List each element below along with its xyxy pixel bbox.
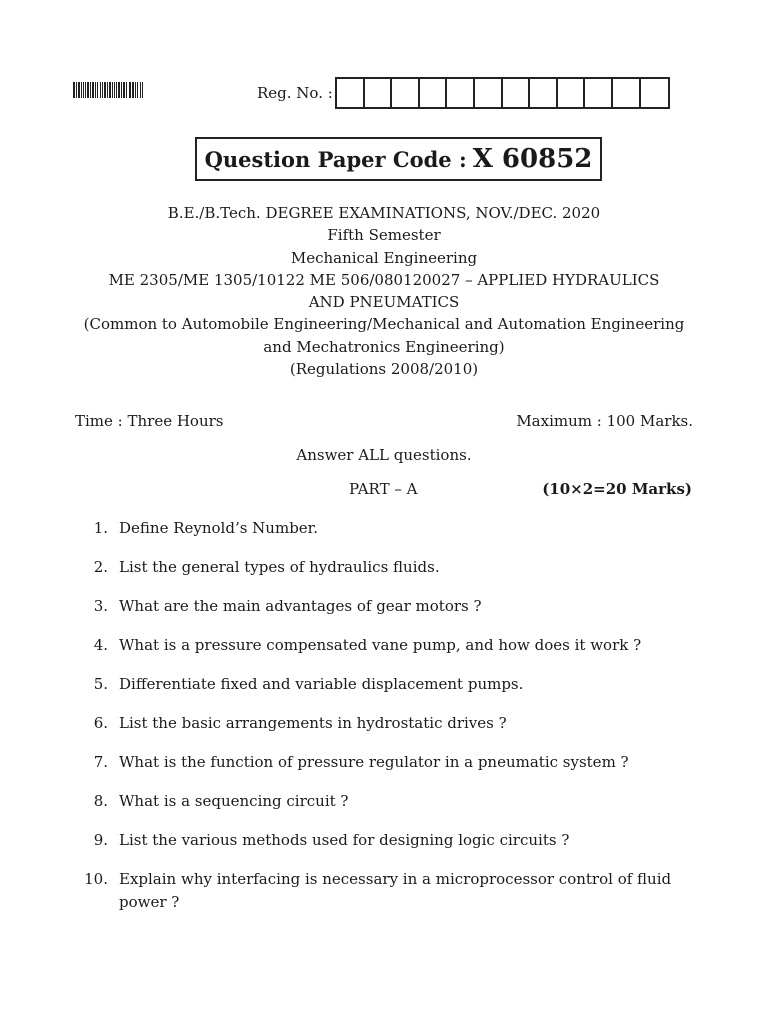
reg-no-boxes[interactable] — [335, 77, 670, 109]
question-number: 6. — [93, 714, 108, 732]
course-name-line: AND PNEUMATICS — [308, 293, 460, 312]
question-paper-code-value: X 60852 — [472, 144, 593, 174]
reg-no-digit-box[interactable] — [365, 79, 393, 107]
question-number: 10. — [84, 870, 108, 888]
question-number: 4. — [93, 636, 108, 654]
part-a-title: PART – A — [349, 480, 418, 498]
question-item — [75, 712, 675, 735]
question-paper-code-box — [195, 137, 602, 181]
barcode-image — [73, 82, 187, 98]
question-item — [75, 868, 675, 914]
reg-no-digit-box[interactable] — [585, 79, 613, 107]
question-number: 2. — [93, 558, 108, 576]
question-item — [75, 751, 675, 774]
question-text: What is a sequencing circuit ? — [119, 792, 349, 810]
part-a-marks: (10×2=20 Marks) — [542, 480, 692, 498]
question-text: What is the function of pressure regulator in a pneumatic system ? — [119, 753, 629, 771]
reg-no-digit-box[interactable] — [392, 79, 420, 107]
reg-no-digit-box[interactable] — [530, 79, 558, 107]
exam-title-block — [60, 202, 708, 380]
question-item — [75, 673, 675, 696]
question-text: What is a pressure compensated vane pump, and how does it work ? — [119, 636, 642, 654]
question-text: Differentiate fixed and variable displacement pumps. — [119, 675, 524, 693]
common-to-line: (Common to Automobile Engineering/Mechanical and Automation Engineering — [83, 315, 685, 334]
question-number: 8. — [93, 792, 108, 810]
question-number: 1. — [93, 519, 108, 537]
question-number: 3. — [93, 597, 108, 615]
question-paper-code-label: Question Paper Code : — [204, 146, 467, 172]
time-marks-row — [75, 412, 693, 430]
question-text: List the basic arrangements in hydrostatic drives ? — [119, 714, 507, 732]
question-text: List the general types of hydraulics fluids. — [119, 558, 440, 576]
question-text: Explain why interfacing is necessary in a microprocessor control of fluid power ? — [119, 870, 672, 911]
time-label: Time : Three Hours — [75, 412, 224, 430]
question-list — [75, 517, 675, 930]
question-item — [75, 517, 675, 540]
reg-no-digit-box[interactable] — [641, 79, 669, 107]
reg-no-digit-box[interactable] — [420, 79, 448, 107]
instruction-text: Answer ALL questions. — [296, 446, 472, 464]
question-item — [75, 790, 675, 813]
reg-no-digit-box[interactable] — [613, 79, 641, 107]
question-text: What are the main advantages of gear motors ? — [119, 597, 482, 615]
reg-no-digit-box[interactable] — [475, 79, 503, 107]
question-item — [75, 556, 675, 579]
course-code-line: ME 2305/ME 1305/10122 ME 506/080120027 – APPLIED HYDRAULICS — [108, 270, 660, 289]
max-marks-label: Maximum : 100 Marks. — [516, 412, 693, 430]
question-item — [75, 829, 675, 852]
question-number: 7. — [93, 753, 108, 771]
regulations-line: (Regulations 2008/2010) — [289, 360, 479, 379]
question-text: Define Reynold’s Number. — [119, 519, 318, 537]
question-item — [75, 634, 675, 657]
question-number: 9. — [93, 831, 108, 849]
exam-title-line: B.E./B.Tech. DEGREE EXAMINATIONS, NOV./DEC. 2020 — [167, 204, 601, 222]
question-item — [75, 595, 675, 618]
department-line: Mechanical Engineering — [290, 248, 478, 267]
semester-line: Fifth Semester — [327, 226, 441, 245]
common-to-line-2: and Mechatronics Engineering) — [263, 337, 505, 356]
reg-no-digit-box[interactable] — [558, 79, 586, 107]
reg-no-digit-box[interactable] — [447, 79, 475, 107]
question-number: 5. — [93, 675, 108, 693]
question-text: List the various methods used for designing logic circuits ? — [119, 831, 570, 849]
reg-no-digit-box[interactable] — [337, 79, 365, 107]
reg-no-digit-box[interactable] — [503, 79, 531, 107]
reg-no-label: Reg. No. : — [257, 84, 333, 102]
